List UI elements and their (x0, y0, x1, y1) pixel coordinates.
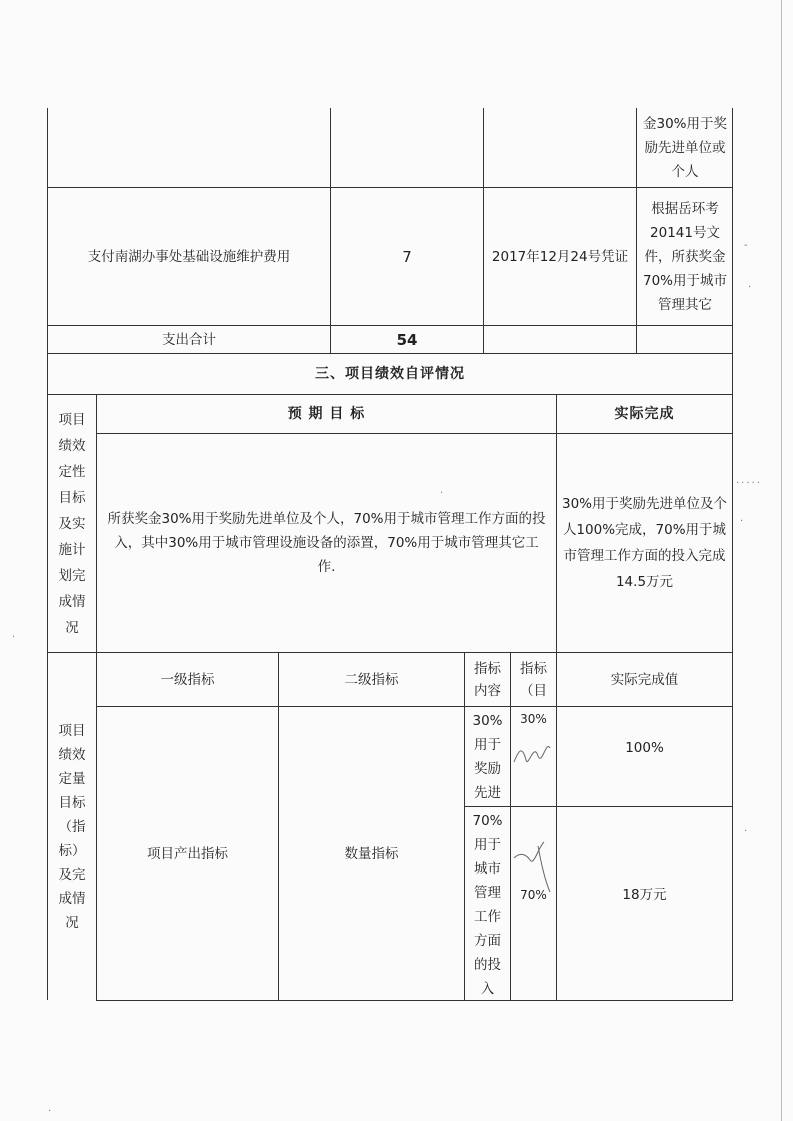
header-content: 指标内容 (474, 660, 501, 699)
page-edge (781, 0, 782, 1121)
level1-value: 项目产出指标 (147, 845, 228, 862)
qualitative-side-label: 项目绩效定性目标及实施计划完成情况 (58, 411, 86, 636)
expected-text: 所获奖金30%用于奖励先进单位及个人，70%用于城市管理工作方面的投入，其中30%用于城市管理设施设备的添置，70%用于城市管理其它工作. (107, 511, 546, 575)
scan-speck: · (12, 632, 16, 643)
indicator-row-1-actual: 100% (625, 740, 664, 756)
handwritten-mark-2 (508, 828, 556, 898)
r2-note: 根据岳环考20141号文件，所获奖金70%用于城市管理其它 (643, 200, 728, 313)
scan-speck: · (440, 488, 444, 499)
handwritten-mark-1 (508, 722, 556, 782)
actual-text: 30%用于奖励先进单位及个人100%完成，70%用于城市管理工作方面的投入完成14.5万元 (562, 496, 728, 590)
indicator-row-2-content: 70%用于城市管理工作方面的投入 (472, 813, 503, 997)
header-level1: 一级指标 (160, 671, 215, 688)
level2-value: 数量指标 (344, 845, 399, 862)
header-level2: 二级指标 (344, 671, 399, 688)
r2-amount: 7 (402, 247, 412, 266)
scan-speck: · (748, 282, 752, 293)
total-label: 支出合计 (162, 331, 216, 348)
scan-speck: - (744, 240, 748, 251)
indicator-row-2-target: 70% (520, 887, 547, 902)
indicator-row-1-content: 30%用于奖励先进 (472, 713, 503, 801)
r1-note: 金30%用于奖励先进单位或个人 (643, 115, 728, 180)
header-actual: 实际完成值 (610, 671, 679, 688)
actual-header: 实际完成 (614, 406, 675, 422)
scan-speck: · (744, 826, 748, 837)
section-title: 三、项目绩效自评情况 (315, 366, 465, 382)
r2-item: 支付南湖办事处基础设施维护费用 (87, 248, 291, 265)
scan-speck: · (740, 516, 744, 527)
r2-voucher: 2017年12月24号凭证 (491, 248, 629, 265)
quantitative-side-label: 项目绩效定量目标（指标）及完成情况 (58, 722, 86, 931)
scan-speck: ····· (736, 478, 762, 489)
indicator-row-1-target: 30% (520, 712, 547, 726)
header-target: 指标（目 (520, 660, 547, 699)
scan-speck: · (48, 1106, 52, 1117)
total-amount: 54 (396, 330, 418, 349)
expected-header: 预 期 目 标 (287, 406, 366, 422)
indicator-row-2-actual: 18万元 (622, 886, 667, 903)
